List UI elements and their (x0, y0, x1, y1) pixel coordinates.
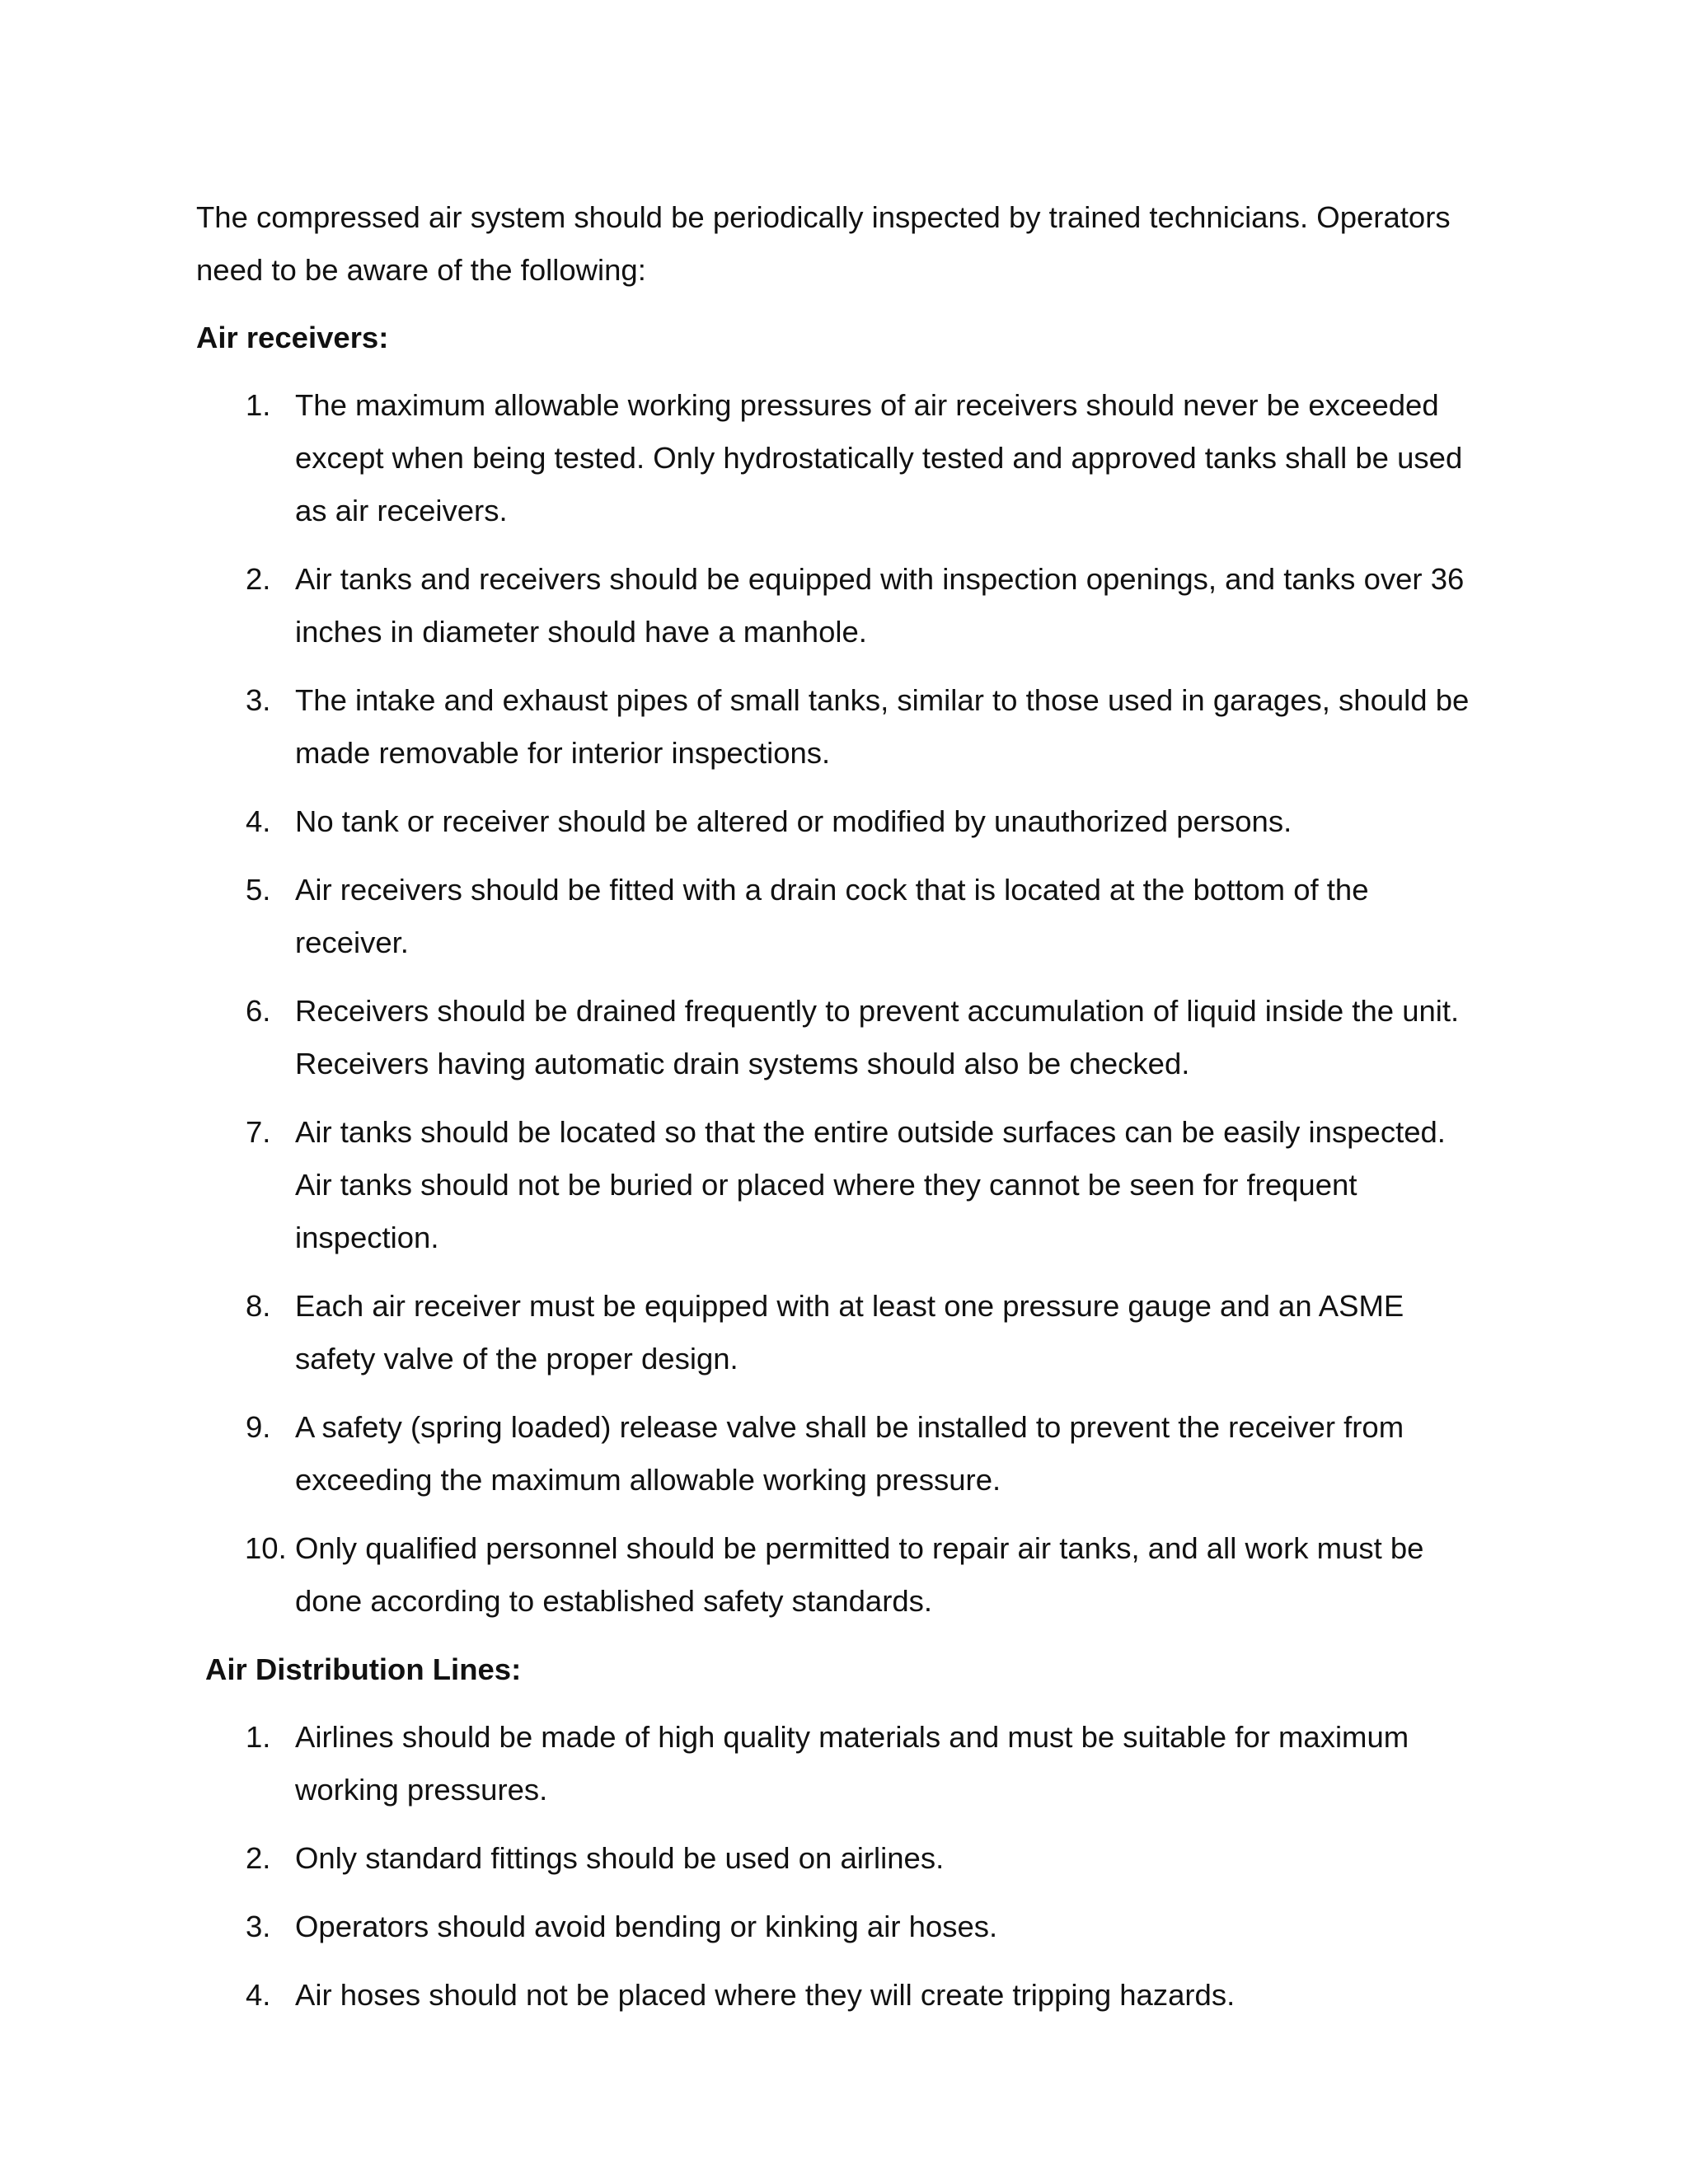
list-item (196, 1522, 1482, 1628)
list-item-number: 10. (245, 1531, 287, 1565)
list-item (196, 1832, 1482, 1885)
list-item (196, 1106, 1482, 1264)
list-item-number: 3. (246, 683, 271, 717)
list-item-text: The intake and exhaust pipes of small tanks, similar to those used in garages, should be made removable for interior inspections. (295, 683, 1470, 770)
list-item-text: Each air receiver must be equipped with at least one pressure gauge and an ASME safety valve of the proper design. (295, 1289, 1404, 1376)
air-distribution-lines-list (196, 1711, 1482, 2022)
list-item (196, 1969, 1482, 2022)
list-item-number: 1. (246, 388, 271, 422)
list-item (196, 379, 1482, 537)
list-item-number: 1. (246, 1720, 271, 1754)
list-item-text: Air hoses should not be placed where they will create tripping hazards. (295, 1978, 1236, 2012)
list-item-number: 5. (246, 873, 271, 907)
list-item-text: Receivers should be drained frequently to prevent accumulation of liquid inside the unit. Receivers having automatic drain systems should also be checked. (295, 994, 1460, 1080)
list-item-text: Air receivers should be fitted with a drain cock that is located at the bottom of the receiver. (295, 873, 1369, 959)
list-item-number: 4. (246, 1978, 271, 2012)
list-item-text: Air tanks should be located so that the entire outside surfaces can be easily inspected. Air tanks should not be buried or placed where they cannot be seen for frequent inspection. (295, 1115, 1446, 1254)
list-item-number: 3. (246, 1910, 271, 1943)
list-item-text: The maximum allowable working pressures of air receivers should never be exceeded except when being tested. Only hydrostatically tested and approved tanks shall be used as air receivers. (295, 388, 1463, 527)
list-item-number: 2. (246, 562, 271, 596)
list-item-text: Operators should avoid bending or kinking air hoses. (295, 1910, 998, 1943)
list-item (196, 1280, 1482, 1385)
intro-paragraph: The compressed air system should be periodically inspected by trained technicians. Operators need to be aware of the following: (196, 200, 1451, 287)
list-item-text: Airlines should be made of high quality materials and must be suitable for maximum working pressures. (295, 1720, 1409, 1807)
list-item (196, 864, 1482, 969)
list-item-text: No tank or receiver should be altered or modified by unauthorized persons. (295, 804, 1292, 838)
list-item (196, 1401, 1482, 1507)
list-item (196, 674, 1482, 780)
list-item-number: 8. (246, 1289, 271, 1323)
list-item (196, 1711, 1482, 1816)
list-item (196, 795, 1482, 848)
document-page (196, 191, 1482, 2037)
list-item-text: Only qualified personnel should be permitted to repair air tanks, and all work must be done according to established safety standards. (295, 1531, 1424, 1618)
section-heading-air-distribution-lines: Air Distribution Lines: (205, 1652, 522, 1686)
list-item-number: 4. (246, 804, 271, 838)
list-item-number: 9. (246, 1410, 271, 1444)
list-item-number: 6. (246, 994, 271, 1028)
list-item-text: Only standard fittings should be used on airlines. (295, 1841, 945, 1875)
list-item-number: 7. (246, 1115, 271, 1149)
list-item (196, 985, 1482, 1090)
air-receivers-list (196, 379, 1482, 1628)
list-item-text: Air tanks and receivers should be equipped with inspection openings, and tanks over 36 inches in diameter should have a manhole. (295, 562, 1465, 649)
list-item (196, 553, 1482, 658)
list-item-number: 2. (246, 1841, 271, 1875)
list-item-text: A safety (spring loaded) release valve shall be installed to prevent the receiver from exceeding the maximum allowable working pressure. (295, 1410, 1404, 1497)
list-item (196, 1900, 1482, 1953)
section-heading-air-receivers: Air receivers: (196, 321, 389, 354)
